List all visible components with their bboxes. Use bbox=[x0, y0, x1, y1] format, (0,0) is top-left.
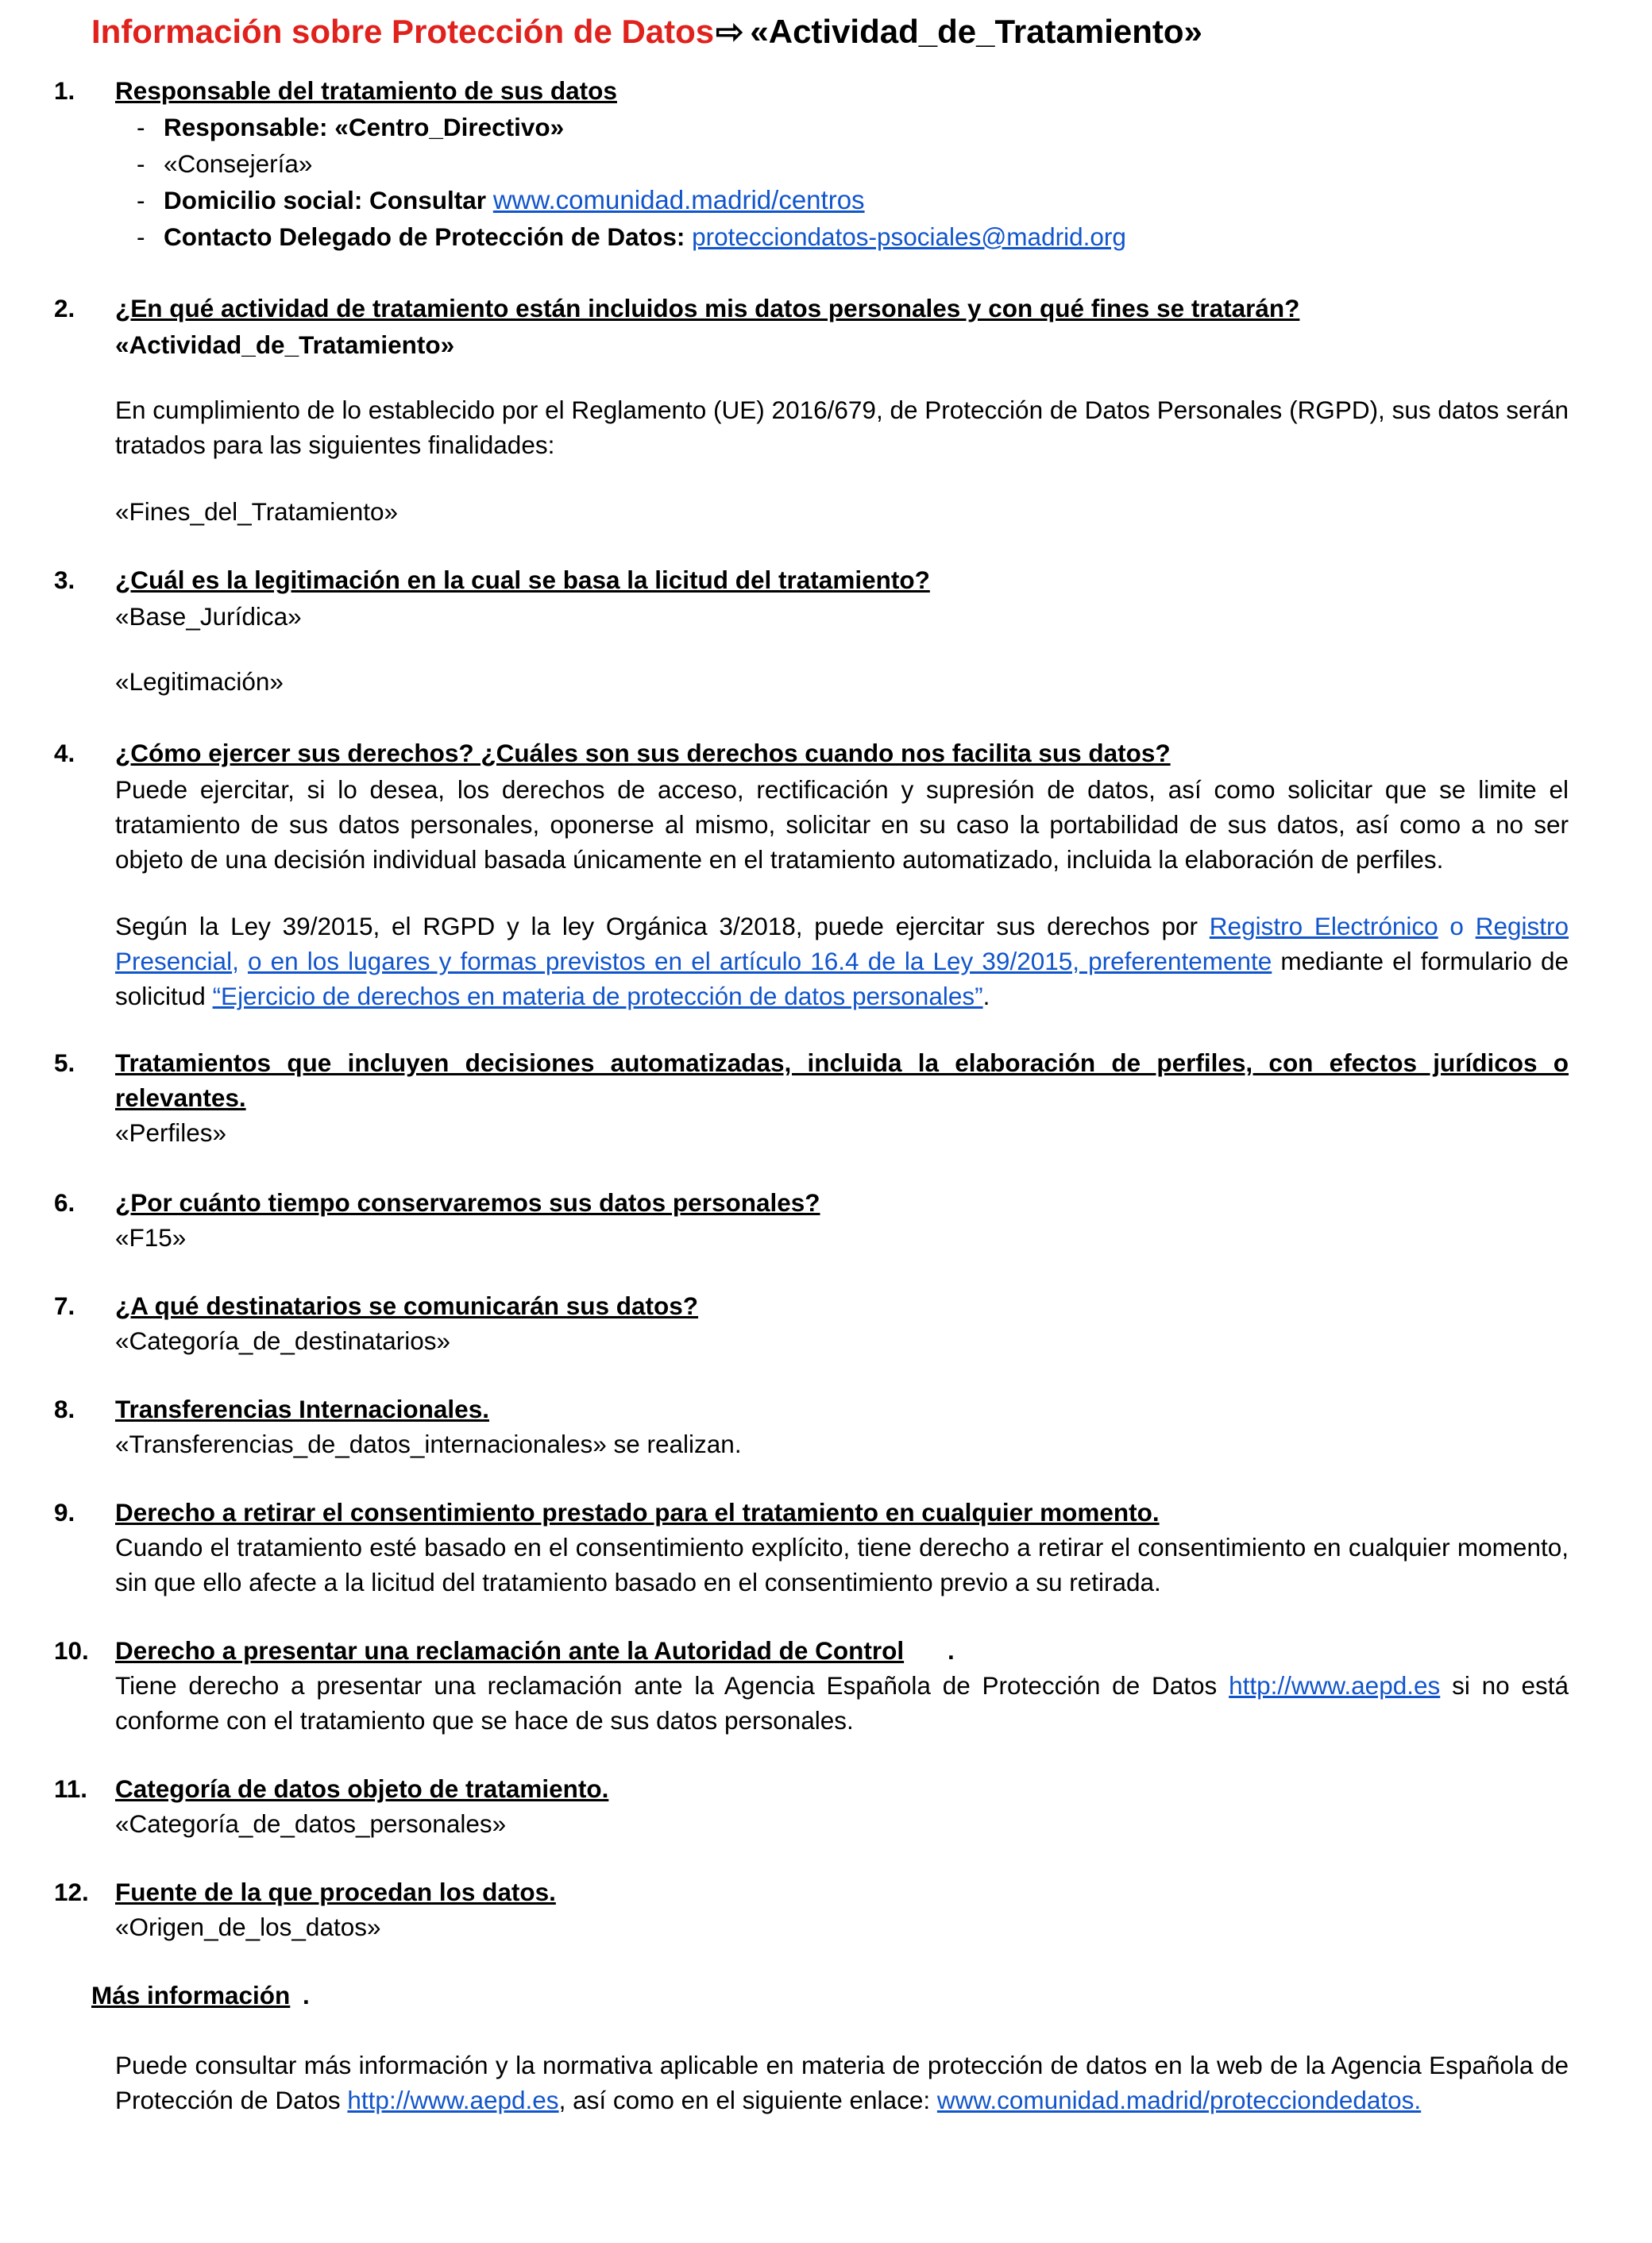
ejercicio-text-d: mediante el formulario de solicitud bbox=[115, 947, 1569, 1010]
section-heading bbox=[115, 1633, 1569, 1668]
section-heading: Responsable del tratamiento de sus datos bbox=[115, 76, 617, 105]
perfiles-field: «Perfiles» bbox=[115, 1118, 227, 1147]
section-number: 9. bbox=[54, 1498, 75, 1527]
centros-link[interactable]: www.comunidad.madrid/centros bbox=[492, 185, 865, 214]
ejercicio-paragraph bbox=[115, 909, 1569, 1013]
bullet-domicilio bbox=[137, 183, 865, 218]
registro-presencial-link[interactable]: Registro Presencial bbox=[115, 912, 1569, 975]
mas-info-text-b: , así como en el siguiente enlace: bbox=[558, 2086, 937, 2114]
dash-bullet-icon: - bbox=[137, 222, 145, 251]
categoria-datos-field: «Categoría_de_datos_personales» bbox=[115, 1809, 507, 1838]
section-heading: Fuente de la que procedan los datos. bbox=[115, 1878, 556, 1906]
title-activity-field: «Actividad_de_Tratamiento» bbox=[750, 13, 1202, 50]
destinatarios-field: «Categoría_de_destinatarios» bbox=[115, 1326, 451, 1355]
section-heading: ¿En qué actividad de tratamiento están incluidos mis datos personales y con qué fines se tratarán? bbox=[115, 294, 1300, 322]
bullet-responsable bbox=[137, 110, 564, 145]
section-heading: ¿Por cuánto tiempo conservaremos sus datos personales? bbox=[115, 1188, 820, 1217]
ejercicio-text-e: . bbox=[982, 982, 990, 1010]
section-number: 6. bbox=[54, 1188, 75, 1217]
consentimiento-paragraph: Cuando el tratamiento esté basado en el consentimiento explícito, tiene derecho a retirar el consentimiento en cualquier momento, sin que ello afecte a la licitud del tratamiento basado en el consentimiento previo a su retirada. bbox=[115, 1533, 1569, 1596]
reclamacion-text-b: si no está conforme con el tratamiento que se hace de sus datos personales. bbox=[115, 1671, 1569, 1735]
mas-informacion-paragraph bbox=[115, 2048, 1569, 2118]
title-red-text: Información sobre Protección de Datos bbox=[91, 13, 715, 50]
reclamacion-text-a: Tiene derecho a presentar una reclamación ante la Agencia Española de Protección de Datos bbox=[115, 1671, 1229, 1700]
section-heading-text: Derecho a presentar una reclamación ante la Autoridad de Control bbox=[115, 1636, 905, 1665]
formulario-derechos-link[interactable]: “Ejercicio de derechos en materia de protección de datos personales” bbox=[212, 982, 983, 1010]
origen-datos-field: «Origen_de_los_datos» bbox=[115, 1913, 381, 1941]
bullet-contacto-dpd bbox=[137, 219, 1126, 254]
ejercicio-text-c: , bbox=[232, 947, 248, 975]
lugares-formas-link[interactable]: o en los lugares y formas previstos en el artículo 16.4 de la Ley 39/2015, preferentemente bbox=[247, 947, 1272, 975]
section-number: 2. bbox=[54, 294, 75, 322]
section-heading: Derecho a retirar el consentimiento prestado para el tratamiento en cualquier momento. bbox=[115, 1498, 1160, 1527]
section-heading: ¿Cómo ejercer sus derechos? ¿Cuáles son sus derechos cuando nos facilita sus datos? bbox=[115, 739, 1171, 767]
mas-info-text-a: Puede consultar más información y la normativa aplicable en materia de protección de datos en la web de la Agencia Española de Protección de Datos bbox=[115, 2051, 1569, 2114]
section-number: 4. bbox=[54, 739, 75, 767]
aepd-link[interactable]: http://www.aepd.es bbox=[347, 2086, 559, 2114]
transferencias-text: «Transferencias_de_datos_internacionales» se realizan. bbox=[115, 1430, 742, 1458]
section-number: 8. bbox=[54, 1395, 75, 1423]
section-heading: Categoría de datos objeto de tratamiento. bbox=[115, 1774, 609, 1803]
section-heading: Tratamientos que incluyen decisiones automatizadas, incluida la elaboración de perfiles, con efectos jurídicos o relevantes. bbox=[115, 1048, 1569, 1112]
section-number: 3. bbox=[54, 566, 75, 594]
section-heading: Transferencias Internacionales. bbox=[115, 1395, 489, 1423]
contacto-dpd-label: Contacto Delegado de Protección de Datos: bbox=[164, 222, 685, 251]
heading-period: . bbox=[948, 1636, 955, 1665]
right-arrow-icon: ⇨ bbox=[716, 13, 744, 50]
aepd-link[interactable]: http://www.aepd.es bbox=[1229, 1671, 1441, 1700]
section-heading: ¿Cuál es la legitimación en la cual se basa la licitud del tratamiento? bbox=[115, 566, 930, 594]
bullet-consejeria bbox=[137, 146, 312, 181]
consejeria-text: «Consejería» bbox=[164, 149, 313, 178]
ejercicio-text-b: o bbox=[1438, 912, 1476, 940]
section-number: 12. bbox=[54, 1878, 89, 1906]
dash-bullet-icon: - bbox=[137, 149, 145, 178]
section-heading: ¿A qué destinatarios se comunicarán sus datos? bbox=[115, 1291, 699, 1320]
section-number: 7. bbox=[54, 1291, 75, 1320]
domicilio-label: Domicilio social: Consultar bbox=[164, 186, 487, 214]
rgpd-paragraph: En cumplimiento de lo establecido por el Reglamento (UE) 2016/679, de Protección de Datos Personales (RGPD), sus datos serán tratados para las siguientes finalidades: bbox=[115, 396, 1569, 459]
dpd-email-link[interactable]: protecciondatos-psociales@madrid.org bbox=[692, 222, 1126, 251]
registro-electronico-link[interactable]: Registro Electrónico bbox=[1209, 912, 1438, 940]
heading-period: . bbox=[303, 1981, 310, 2009]
reclamacion-paragraph bbox=[115, 1668, 1569, 1738]
section-number: 10. bbox=[54, 1636, 89, 1665]
actividad-field: «Actividad_de_Tratamiento» bbox=[115, 330, 455, 359]
fines-field: «Fines_del_Tratamiento» bbox=[115, 497, 399, 526]
proteccion-datos-madrid-link[interactable]: www.comunidad.madrid/protecciondedatos. bbox=[936, 2086, 1422, 2114]
responsable-text: Responsable: «Centro_Directivo» bbox=[164, 113, 565, 141]
base-juridica-field: «Base_Jurídica» bbox=[115, 602, 302, 631]
section-number: 11. bbox=[54, 1774, 88, 1803]
mas-informacion-heading-text: Más información bbox=[91, 1981, 291, 2009]
derechos-paragraph: Puede ejercitar, si lo desea, los derechos de acceso, rectificación y supresión de datos, así como solicitar que se limite el tratamiento de sus datos personales, oponerse al mismo, solicitar en su caso la portabilidad de sus datos, así como a no ser objeto de una decisión individual basada únicamente en el tratamiento automatizado, incluida la elaboración de perfiles. bbox=[115, 775, 1569, 874]
mas-informacion-heading bbox=[91, 1978, 290, 2013]
page-title bbox=[91, 11, 1202, 52]
f15-field: «F15» bbox=[115, 1223, 187, 1252]
dash-bullet-icon: - bbox=[137, 113, 145, 141]
section-number: 5. bbox=[54, 1048, 75, 1077]
legitimacion-field: «Legitimación» bbox=[115, 667, 284, 696]
section-number: 1. bbox=[54, 76, 75, 105]
ejercicio-text-a: Según la Ley 39/2015, el RGPD y la ley Orgánica 3/2018, puede ejercitar sus derechos por bbox=[115, 912, 1210, 940]
dash-bullet-icon: - bbox=[137, 186, 145, 214]
